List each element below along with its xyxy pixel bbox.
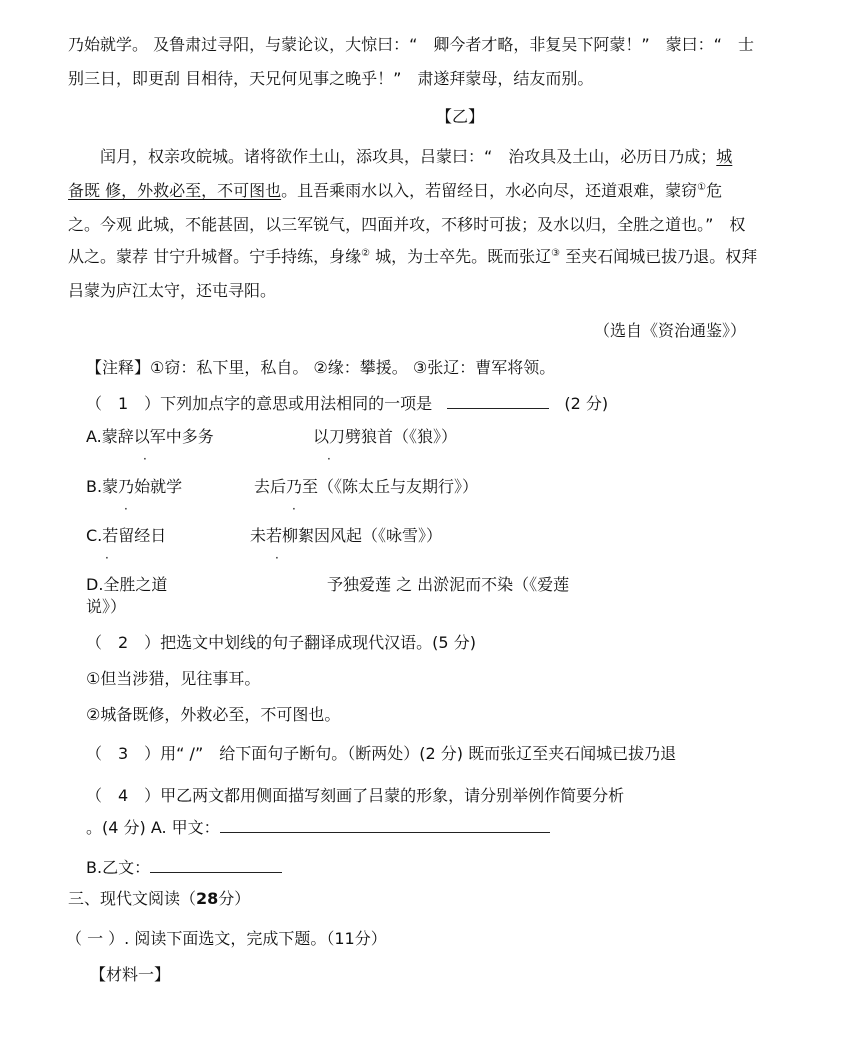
question-2-stem: （ 2 ）把选文中划线的句子翻译成现代汉语。(5 分) [86, 633, 476, 652]
question-2-sentence-1: ①但当涉猎，见往事耳。 [86, 669, 261, 688]
emphasis-dot: · [327, 452, 331, 466]
footnote-marker: ③ [551, 248, 561, 259]
section-title-text: 分） [218, 889, 251, 908]
footnote-marker: ② [361, 248, 371, 259]
section-title-text: 三、现代文阅读（ [68, 889, 197, 908]
emphasis-dot: · [124, 502, 128, 516]
passage-yi-heading: 【乙】 [436, 107, 485, 126]
question-text: B.乙文： [86, 858, 151, 877]
option-c-right: 未若柳絮因风起（《咏雪》） [250, 526, 443, 545]
passage-text: 闰月，权亲攻皖城。诸将欲作土山，添攻具，吕蒙曰：“ 治攻具及土山，必历日乃成； [100, 147, 717, 166]
score: (2 分) [564, 394, 609, 413]
option-d-left: D.全胜之道 [86, 575, 168, 594]
footnote-marker: ① [697, 182, 707, 193]
passage-yi-line-3: 之。今观 此城，不能甚固，以三军锐气，四面并攻，不移时可拔；及水以归，全胜之道也。” 权 [68, 215, 746, 234]
underlined-sentence-part: 备既 修，外救必至，不可图也 [68, 181, 282, 200]
emphasis-dot: · [275, 551, 279, 565]
option-b-left: B.蒙乃始就学 [86, 477, 183, 496]
passage-jia-line-1: 乃始就学。 及鲁肃过寻阳，与蒙论议，大惊曰：“ 卿今者才略，非复吴下阿蒙！” 蒙曰：“ 士 [68, 35, 754, 54]
annotation-notes: 【注释】①窃：私下里，私自。 ②缘：攀援。 ③张辽：曹军将领。 [86, 358, 556, 377]
emphasis-dot: · [105, 551, 109, 565]
option-a-left: A.蒙辞以军中多务 [86, 427, 214, 446]
passage-text: 。且吾乘雨水以入，若留经日，水必向尽，还道艰难，蒙窃 [281, 181, 698, 200]
subsection-title: （ 一 ）. 阅读下面选文，完成下题。（11分） [66, 929, 387, 948]
emphasis-dot: · [143, 452, 147, 466]
passage-text: 从之。蒙荐 甘宁升城督。宁手持练，身缘 [68, 247, 362, 266]
question-1-stem [86, 392, 608, 415]
section-points: 28 [196, 889, 219, 908]
question-text: （ 1 ）下列加点字的意思或用法相同的一项是 [86, 394, 433, 413]
question-3: （ 3 ）用“ /” 给下面句子断句。（断两处）(2 分) 既而张辽至夹石闻城已拔乃退 [86, 744, 677, 763]
passage-yi-line-2 [68, 180, 722, 202]
question-2-sentence-2: ②城备既修，外救必至，不可图也。 [86, 705, 341, 724]
question-text: 。(4 分) A. 甲文： [86, 818, 220, 837]
option-d-continued: 说》） [86, 597, 127, 616]
answer-blank[interactable] [220, 816, 550, 833]
option-c-left: C.若留经日 [86, 526, 167, 545]
passage-yi-line-5: 吕蒙为庐江太守，还屯寻阳。 [68, 281, 277, 300]
passage-text: 城，为士卒先。既而张辽 [370, 247, 552, 266]
passage-yi-line-1 [100, 146, 732, 168]
passage-text: 至夹石闻城已拔乃退。权拜 [560, 247, 758, 266]
answer-blank[interactable] [150, 856, 282, 873]
option-b-right: 去后乃至（《陈太丘与友期行》） [254, 477, 479, 496]
passage-yi-line-4 [68, 246, 757, 268]
underlined-sentence-part: 城 [716, 147, 733, 166]
passage-jia-line-2: 别三日，即更刮 目相待，天兄何见事之晚乎！” 肃遂拜蒙母，结友而别。 [68, 69, 594, 88]
option-a-right: 以刀劈狼首（《狼》） [313, 427, 458, 446]
answer-blank[interactable] [447, 392, 549, 409]
passage-text: 危 [706, 181, 723, 200]
question-4-part-a [86, 816, 550, 839]
source-citation: （选自《资治通鉴》） [594, 321, 747, 340]
question-4-part-b [86, 856, 282, 879]
option-d-right: 予独爱莲 之 出淤泥而不染（《爱莲 [327, 575, 570, 594]
emphasis-dot: · [292, 502, 296, 516]
section-title [68, 888, 250, 910]
material-heading: 【材料一】 [90, 965, 171, 984]
question-4-stem: （ 4 ）甲乙两文都用侧面描写刻画了吕蒙的形象，请分别举例作简要分析 [86, 786, 625, 805]
